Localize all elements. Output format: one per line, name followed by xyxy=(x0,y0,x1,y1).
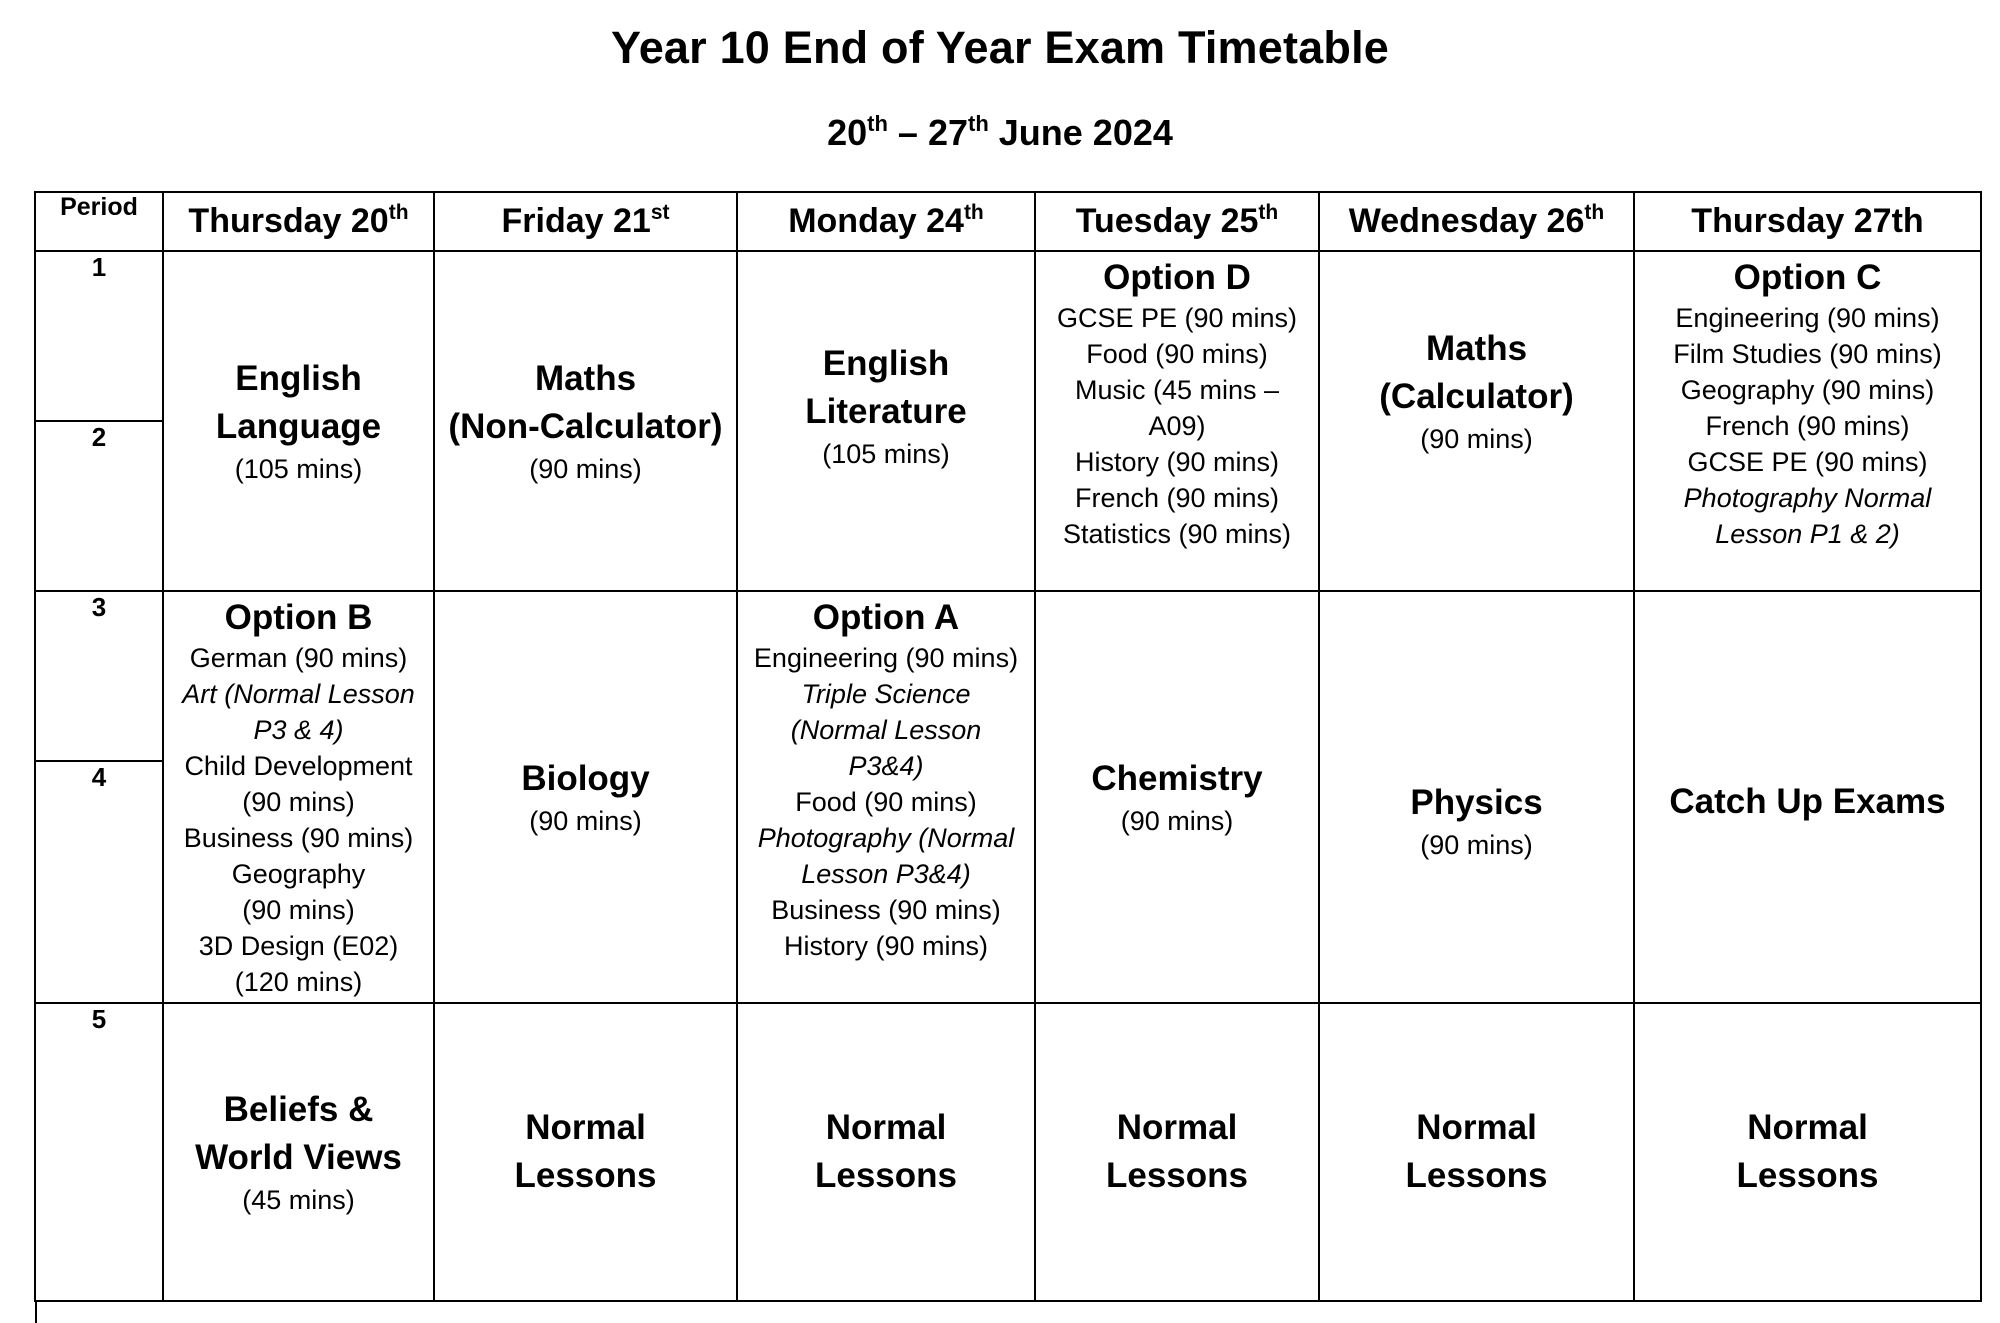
subject-name: Literature xyxy=(805,392,967,431)
subject-name: Lessons xyxy=(1405,1156,1548,1195)
period-row-1 xyxy=(35,251,1981,421)
exam-duration: (90 mins) xyxy=(1420,830,1533,860)
exam-item: Business (90 mins) xyxy=(771,895,1001,925)
exam-cell-wed26-p34 xyxy=(1319,591,1634,1003)
day-header-wednesday-26: Wednesday 26th xyxy=(1319,192,1634,251)
subject-name: English xyxy=(822,344,950,383)
exam-item: German (90 mins) xyxy=(189,643,408,673)
normal-lessons-cell-thu27 xyxy=(1634,1003,1981,1301)
subject-name: Lessons xyxy=(815,1156,957,1195)
exam-cell-thu20-p12 xyxy=(163,251,434,591)
exam-duration: (90 mins) xyxy=(529,454,642,484)
exam-cell-fri21-p12 xyxy=(434,251,737,591)
day-header-thursday-20: Thursday 20th xyxy=(163,192,434,251)
exam-item: (90 mins) xyxy=(242,787,355,817)
exam-cell-tue25-p34 xyxy=(1035,591,1319,1003)
option-heading: Option B xyxy=(224,598,373,637)
exam-duration: (105 mins) xyxy=(822,439,950,469)
subject-name: Normal xyxy=(825,1108,947,1147)
date-end-day: 27 xyxy=(927,112,968,153)
page-title: Year 10 End of Year Exam Timetable xyxy=(610,22,1390,73)
exam-cell-tue25-p12 xyxy=(1035,251,1319,591)
period-number-5: 5 xyxy=(35,1003,163,1301)
exam-item: History (90 mins) xyxy=(1074,447,1280,477)
exam-duration: (90 mins) xyxy=(1420,424,1533,454)
subject-name: Biology xyxy=(521,759,650,798)
period-number-2: 2 xyxy=(35,421,163,591)
date-dash: – xyxy=(887,112,928,153)
date-tail: June 2024 xyxy=(988,112,1173,153)
exam-duration: (90 mins) xyxy=(1120,806,1234,836)
exam-item: GCSE PE (90 mins) xyxy=(1687,447,1928,477)
exam-item: Music (45 mins – xyxy=(1074,375,1280,405)
subject-name: English xyxy=(235,359,362,398)
page-edge-line xyxy=(35,1300,37,1323)
option-heading: Option A xyxy=(812,598,960,637)
normal-lessons-cell-mon24 xyxy=(737,1003,1035,1301)
subject-name: Normal xyxy=(1116,1108,1238,1147)
subject-name: Lessons xyxy=(1736,1156,1879,1195)
exam-item: Geography (90 mins) xyxy=(1680,375,1935,405)
subject-name: Normal xyxy=(1416,1108,1537,1147)
period-number-3: 3 xyxy=(35,591,163,761)
exam-item: French (90 mins) xyxy=(1705,411,1910,441)
subject-name: Physics xyxy=(1410,783,1543,822)
normal-lessons-cell-fri21 xyxy=(434,1003,737,1301)
exam-cell-wed26-p12 xyxy=(1319,251,1634,591)
normal-lessons-cell-wed26 xyxy=(1319,1003,1634,1301)
exam-item: (90 mins) xyxy=(242,895,355,925)
period-row-5 xyxy=(35,1003,1981,1301)
date-range xyxy=(0,112,2000,154)
subject-name: Lessons xyxy=(1106,1156,1248,1195)
exam-cell-thu27-p12 xyxy=(1634,251,1981,591)
exam-item: Food (90 mins) xyxy=(795,787,977,817)
day-header-monday-24: Monday 24th xyxy=(737,192,1035,251)
day-header-friday-21: Friday 21st xyxy=(434,192,737,251)
period-column-header: Period xyxy=(35,192,163,251)
exam-item: Food (90 mins) xyxy=(1086,339,1268,369)
exam-item: Engineering (90 mins) xyxy=(1675,303,1940,333)
exam-item: 3D Design (E02) xyxy=(198,931,399,961)
subject-name: Normal xyxy=(1747,1108,1868,1147)
subject-name: Normal xyxy=(525,1108,646,1147)
date-start-suffix: th xyxy=(867,111,888,136)
subject-name: Language xyxy=(215,407,382,446)
exam-cell-mon24-p34 xyxy=(737,591,1035,1003)
day-header-thursday-27: Thursday 27th xyxy=(1634,192,1981,251)
exam-timetable xyxy=(34,191,1982,1302)
exam-item: Engineering (90 mins) xyxy=(753,643,1019,673)
exam-duration: (105 mins) xyxy=(234,454,363,484)
exam-item-italic: P3 & 4) xyxy=(253,715,344,745)
period-row-3 xyxy=(35,591,1981,761)
exam-item: GCSE PE (90 mins) xyxy=(1056,303,1298,333)
exam-item: Geography xyxy=(231,859,366,889)
exam-item-italic: (Normal Lesson P3&4) xyxy=(790,715,982,781)
date-end-suffix: th xyxy=(968,111,989,136)
period-number-1: 1 xyxy=(35,251,163,421)
header-row xyxy=(35,192,1981,251)
day-header-tuesday-25: Tuesday 25th xyxy=(1035,192,1319,251)
exam-item-italic: Triple Science xyxy=(801,679,971,709)
exam-cell-thu20-p34 xyxy=(163,591,434,1003)
exam-duration: (90 mins) xyxy=(529,806,642,836)
exam-item: Statistics (90 mins) xyxy=(1062,519,1292,549)
subject-name: Catch Up Exams xyxy=(1669,782,1946,821)
option-heading: Option C xyxy=(1733,258,1882,297)
exam-item-italic: Photography (Normal xyxy=(757,823,1015,853)
exam-cell-mon24-p12 xyxy=(737,251,1035,591)
subject-name: World Views xyxy=(195,1138,402,1177)
exam-item: A09) xyxy=(1148,411,1206,441)
subject-name: (Non-Calculator) xyxy=(448,407,723,446)
subject-name: Lessons xyxy=(514,1156,657,1195)
normal-lessons-cell-tue25 xyxy=(1035,1003,1319,1301)
exam-cell-thu27-p34 xyxy=(1634,591,1981,1003)
period-number-4: 4 xyxy=(35,761,163,1003)
option-heading: Option D xyxy=(1103,258,1251,297)
exam-item-italic: Lesson P1 & 2) xyxy=(1715,519,1900,549)
subject-name: (Calculator) xyxy=(1379,377,1574,416)
subject-name: Maths xyxy=(1425,329,1528,368)
date-start-day: 20 xyxy=(827,112,868,153)
exam-item-italic: Lesson P3&4) xyxy=(801,859,971,889)
exam-cell-thu20-p5 xyxy=(163,1003,434,1301)
exam-item: (120 mins) xyxy=(234,967,363,997)
exam-item: History (90 mins) xyxy=(783,931,989,961)
subject-name: Chemistry xyxy=(1091,759,1263,798)
exam-item: French (90 mins) xyxy=(1074,483,1280,513)
exam-item: Film Studies (90 mins) xyxy=(1673,339,1942,369)
exam-item: Business (90 mins) xyxy=(183,823,414,853)
subject-name: Beliefs & xyxy=(223,1090,374,1129)
exam-item-italic: Art (Normal Lesson xyxy=(182,679,415,709)
exam-item: Child Development xyxy=(184,751,413,781)
exam-cell-fri21-p34 xyxy=(434,591,737,1003)
exam-duration: (45 mins) xyxy=(242,1185,355,1215)
exam-item-italic: Photography Normal xyxy=(1683,483,1932,513)
subject-name: Maths xyxy=(534,359,637,398)
